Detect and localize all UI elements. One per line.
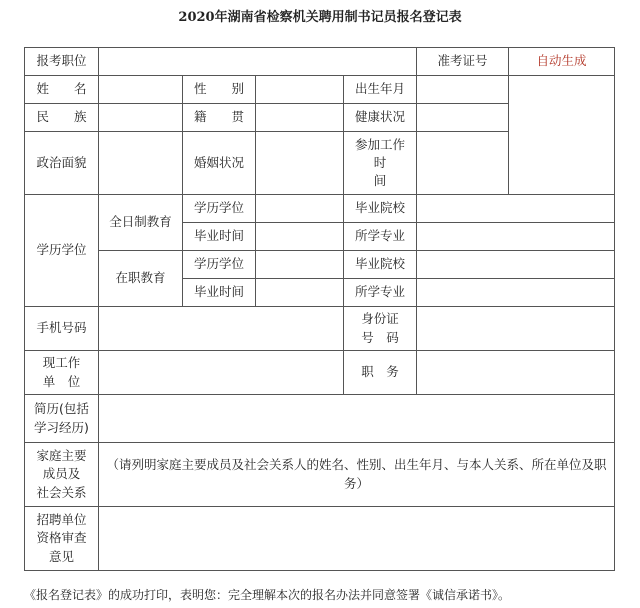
fulltime-school-field[interactable] [417,195,615,223]
form-title: 2020年湖南省检察机关聘用制书记员报名登记表 [178,10,462,25]
native-field[interactable] [256,104,344,132]
gender-field[interactable] [256,76,344,104]
parttime-grad-time-field[interactable] [256,279,344,307]
political-field[interactable] [99,132,183,195]
registration-form-table [24,47,615,571]
phone-label: 手机号码 [25,307,99,351]
parttime-degree-field[interactable] [256,251,344,279]
parttime-major-field[interactable] [417,279,615,307]
fulltime-major-label: 所学专业 [344,223,417,251]
fulltime-degree-label: 学历学位 [183,195,256,223]
parttime-label: 在职教育 [99,251,183,307]
gender-label: 性 别 [183,76,256,104]
fulltime-grad-time-field[interactable] [256,223,344,251]
health-field[interactable] [417,104,509,132]
id-number-field[interactable] [417,307,615,351]
health-label: 健康状况 [344,104,417,132]
political-label: 政治面貌 [25,132,99,195]
parttime-major-label: 所学专业 [344,279,417,307]
position-field[interactable] [99,48,417,76]
id-number-label: 身份证 号 码 [344,307,417,351]
parttime-grad-time-label: 毕业时间 [183,279,256,307]
review-label: 招聘单位 资格审查 意见 [25,507,99,571]
resume-label: 简历(包括 学习经历) [25,395,99,443]
phone-field[interactable] [99,307,344,351]
ethnicity-field[interactable] [99,104,183,132]
review-field [99,507,615,571]
work-start-label: 参加工作 时 间 [344,132,417,195]
fulltime-grad-time-label: 毕业时间 [183,223,256,251]
position-label: 报考职位 [25,48,99,76]
workplace-field[interactable] [99,351,344,395]
name-field[interactable] [99,76,183,104]
parttime-degree-label: 学历学位 [183,251,256,279]
exam-no-value: 自动生成 [509,48,615,76]
family-label: 家庭主要 成员及 社会关系 [25,443,99,507]
workplace-label: 现工作 单 位 [25,351,99,395]
parttime-school-label: 毕业院校 [344,251,417,279]
ethnicity-label: 民 族 [25,104,99,132]
fulltime-degree-field[interactable] [256,195,344,223]
exam-no-label: 准考证号 [417,48,509,76]
fulltime-major-field[interactable] [417,223,615,251]
native-label: 籍 贯 [183,104,256,132]
name-label: 姓 名 [25,76,99,104]
duty-field[interactable] [417,351,615,395]
birth-label: 出生年月 [344,76,417,104]
parttime-school-field[interactable] [417,251,615,279]
birth-field[interactable] [417,76,509,104]
marital-field[interactable] [256,132,344,195]
family-field[interactable]: （请列明家庭主要成员及社会关系人的姓名、性别、出生年月、与本人关系、所在单位及职务） [99,443,615,507]
photo-area [509,76,615,195]
fulltime-school-label: 毕业院校 [344,195,417,223]
footer-note: 《报名登记表》的成功打印，表明您：完全理解本次的报名办法并同意签署《诚信承诺书》。 [24,588,511,602]
fulltime-label: 全日制教育 [99,195,183,251]
duty-label: 职 务 [344,351,417,395]
work-start-field[interactable] [417,132,509,195]
education-label: 学历学位 [25,195,99,307]
marital-label: 婚姻状况 [183,132,256,195]
resume-field[interactable] [99,395,615,443]
